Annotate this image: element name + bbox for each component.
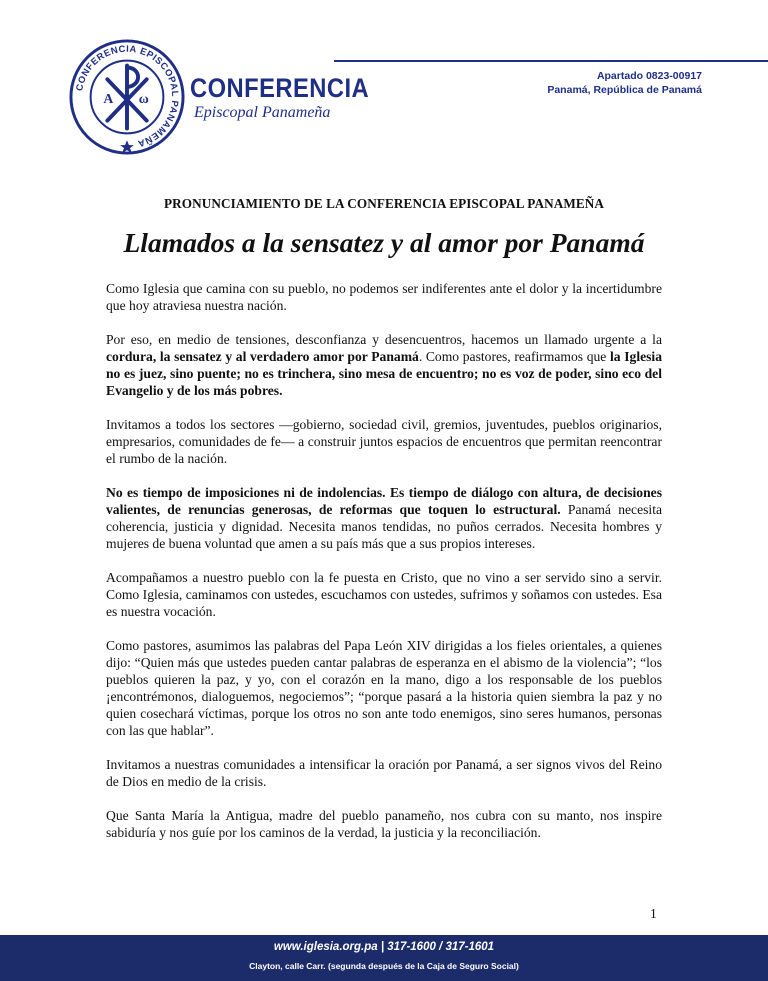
paragraph-6: Como pastores, asumimos las palabras del Papa León XIV dirigidas a los fieles orientales, a quienes dijo: “Quien más que ustedes pueden cantar palabras de esperanza en el abismo de la violencia”; “los pueblos quieren la paz, y yo, con el corazón en la mano, digo a los responsable de los pueblos ¡encontrémonos, dialoguemos, negociemos”; “porque pasará a la historia quien siembra la paz y no quien cosechará víctimas, porque los otros no son ante todo enemigos, sino seres humanos, personas con las que hablar”. [106, 638, 662, 738]
header-divider [334, 60, 768, 62]
paragraph-8: Que Santa María la Antigua, madre del pueblo panameño, nos cubra con su manto, nos inspire sabiduría y nos guíe por los caminos de la verdad, la justicia y la reconciliación. [106, 808, 662, 840]
paragraph-2-bold-a: cordura, la sensatez y al verdadero amor por Panamá [106, 349, 419, 364]
document-body [106, 280, 662, 858]
address-line-2: Panamá, República de Panamá [547, 84, 702, 96]
header-address [547, 69, 702, 97]
document-kicker: PRONUNCIAMIENTO DE LA CONFERENCIA EPISCOPAL PANAMEÑA [163, 196, 605, 211]
paragraph-5: Acompañamos a nuestro pueblo con la fe puesta en Cristo, que no vino a ser servido sino a servir. Como Iglesia, caminamos con ustedes, escuchamos con ustedes, sufrimos y soñamos con ustedes. Esa es nuestra vocación. [106, 570, 662, 619]
address-line-1: Apartado 0823-00917 [596, 70, 702, 82]
paragraph-2-bold-b: la Iglesia no es juez, sino puente; no es trinchera, sino mesa de encuentro; no es voz de poder, sino eco del Evangelio y de los más pobres. [106, 349, 662, 398]
svg-text:CONFERENCIA EPISCOPAL PANAMEÑA: CONFERENCIA EPISCOPAL PANAMEÑA [74, 43, 181, 149]
paragraph-4 [106, 484, 662, 552]
footer-bar [0, 935, 768, 981]
svg-text:A: A [103, 90, 114, 106]
paragraph-3: Invitamos a todos los sectores —gobierno, sociedad civil, gremios, juventudes, pueblos originarios, empresarios, comunidades de fe— a construir juntos espacios de encuentros que permitan reencontrar el rumbo de la nación. [106, 417, 662, 466]
paragraph-4-text: Panamá necesita coherencia, justicia y dignidad. Necesita manos tendidas, no puños cerrados. Necesita hombres y mujeres de buena voluntad que amen a su país más que a sus propios intereses. [106, 502, 663, 551]
brand-subtitle: Episcopal Panameña [194, 104, 331, 121]
brand-name: CONFERENCIA [190, 73, 370, 103]
paragraph-2-text-a: Por eso, en medio de tensiones, desconfianza y desencuentros, hacemos un llamado urgente a la [106, 332, 662, 347]
document-title: Llamados a la sensatez y al amor por Panamá [123, 227, 645, 258]
paragraph-2 [106, 331, 662, 399]
footer-contact: www.iglesia.org.pa | 317-1600 / 317-1601 [273, 941, 495, 953]
paragraph-2-text-b: . Como pastores, reafirmamos que [418, 349, 610, 364]
paragraph-4-bold: No es tiempo de imposiciones ni de indolencias. Es tiempo de diálogo con altura, de decisiones valientes, de renuncias generosas, de reformas que toquen lo estructural. [106, 485, 662, 517]
paragraph-7: Invitamos a nuestras comunidades a intensificar la oración por Panamá, a ser signos vivos del Reino de Dios en medio de la crisis. [106, 757, 662, 789]
conference-seal-logo [68, 38, 186, 156]
paragraph-1: Como Iglesia que camina con su pueblo, no podemos ser indiferentes ante el dolor y la incertidumbre que hoy atraviesa nuestra nación. [106, 281, 662, 313]
brand-block [190, 74, 394, 122]
page-number: 1 [650, 906, 657, 921]
svg-text:ω: ω [138, 90, 149, 106]
footer-address: Clayton, calle Carr. (segunda después de la Caja de Seguro Social) [249, 961, 519, 971]
